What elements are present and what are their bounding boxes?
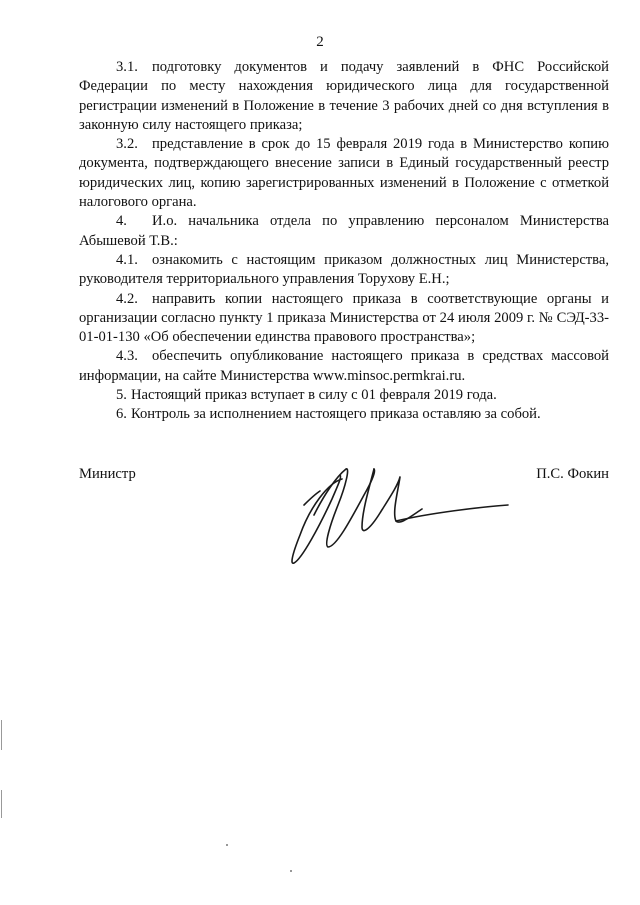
paragraph-text: направить копии настоящего приказа в соответствующие органы и организации согласно пункту 1 приказа Министерства от 24 июля 2009 г. № СЭД-33-01-01-130 «Об обеспечении единства правового пространства»; xyxy=(79,290,609,346)
paragraph-3-1 xyxy=(79,58,609,135)
paragraph-4-1 xyxy=(79,251,609,290)
paragraph-number: 4.1. xyxy=(116,251,138,268)
paragraph-number: 4.3. xyxy=(116,348,138,365)
paragraph-3-2 xyxy=(79,135,609,212)
paragraph-text: представление в срок до 15 февраля 2019 года в Министерство копию документа, подтверждающего внесение записи в Единый государственный реестр юридических лиц, копию зарегистрированных изменений в Положение с отметкой налогового органа. xyxy=(79,136,609,211)
signatory-name: П.С. Фокин xyxy=(536,466,609,482)
paragraph-number: 3.2. xyxy=(116,136,138,153)
paragraph-number: 4. xyxy=(116,213,127,230)
page-number: 2 xyxy=(316,34,324,50)
paragraph-number: 6. xyxy=(116,406,127,423)
paragraph-text: И.о. начальника отдела по управлению персоналом Министерства Абышевой Т.В.: xyxy=(79,213,609,249)
paragraph-text: ознакомить с настоящим приказом должностных лиц Министерства, руководителя территориального управления Торухову Е.Н.; xyxy=(79,251,609,288)
paragraph-4-2 xyxy=(79,290,609,348)
paragraph-number: 3.1. xyxy=(116,59,138,75)
document-body xyxy=(79,58,609,425)
scan-edge-mark xyxy=(1,720,2,750)
paragraph-6 xyxy=(79,405,609,424)
paragraph-number: 5. xyxy=(116,387,127,404)
paragraph-text: обеспечить опубликование настоящего приказа в средствах массовой информации, на сайте Министерства www.minsoc.permkrai.ru. xyxy=(79,348,609,384)
scan-edge-mark xyxy=(1,790,2,818)
signatory-title: Министр xyxy=(79,466,136,482)
paragraph-text: подготовку документов и подачу заявлений в ФНС Российской Федерации по месту нахождения юридического лица для государственной регистрации изменений в Положение в течение 3 рабочих дней со дня вступления в законную силу настоящего приказа; xyxy=(79,59,609,133)
handwritten-signature xyxy=(280,455,510,575)
paragraph-5 xyxy=(79,386,609,405)
paragraph-4 xyxy=(79,212,609,251)
paragraph-4-3 xyxy=(79,347,609,386)
paragraph-text: Настоящий приказ вступает в силу с 01 февраля 2019 года. xyxy=(130,387,497,404)
paragraph-number: 4.2. xyxy=(116,290,138,307)
paragraph-text: Контроль за исполнением настоящего приказа оставляю за собой. xyxy=(130,406,541,423)
scan-speck xyxy=(290,870,292,872)
scan-speck xyxy=(226,844,228,846)
